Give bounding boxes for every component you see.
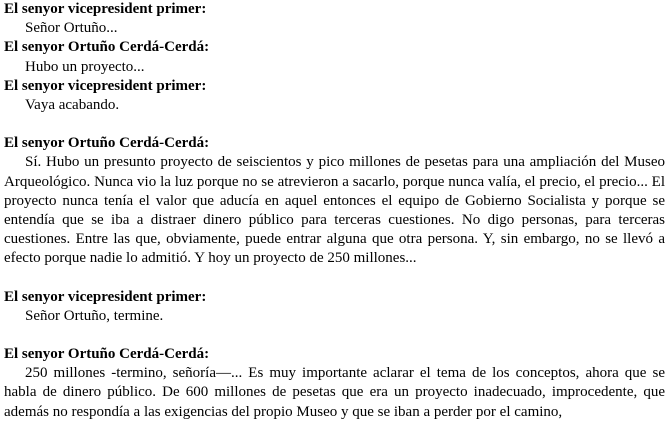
speaker-name: El senyor Ortuño Cerdá-Cerdá: — [4, 39, 210, 56]
speech-turn-2 — [4, 38, 665, 76]
speech-turn-5 — [4, 288, 665, 326]
speech-text: Señor Ortuño, termine. — [25, 307, 164, 324]
speech-text: Hubo un proyecto... — [25, 58, 145, 75]
transcript-document — [4, 0, 665, 422]
speech-turn-1 — [4, 0, 665, 38]
speaker-name: El senyor Ortuño Cerdá-Cerdá: — [4, 135, 210, 152]
speech-text: Sí. Hubo un presunto proyecto de seiscientos y pico millones de pesetas para una ampliación del Museo Arqueológico. Nunca vio la luz porque no se atrevieron a sacarlo, porque nunca valía, el precio, el precio... El proyecto nunca tenía el valor que aducía en aquel entonces el equipo de Gobierno Socialista y porque se entendía que se iba a distraer dinero público para terceras cuestiones. No digo personas, para terceras cuestiones. Entre las que, obviamente, puede entrar alguna que otra persona. Y, sin embargo, no se llevó a efecto porque nadie lo admitió. Y hoy un proyecto de 250 millones... — [4, 154, 665, 267]
speech-text: Vaya acabando. — [25, 97, 120, 114]
speaker-name: El senyor vicepresident primer: — [4, 77, 207, 94]
speaker-name: El senyor vicepresident primer: — [4, 1, 207, 17]
speech-text: 250 millones -termino, señoría—... Es muy importante aclarar el tema de los conceptos, ahora que se habla de dinero público. De 600 millones de pesetas que era un proyecto inadecuado, improcedente, que además no respondía a las exigencias del propio Museo y que se iban a perder por el camino, — [4, 365, 665, 420]
speech-turn-6 — [4, 345, 665, 422]
speaker-name: El senyor Ortuño Cerdá-Cerdá: — [4, 346, 210, 363]
speech-turn-4 — [4, 134, 665, 268]
speech-text: Señor Ortuño... — [25, 20, 118, 37]
speaker-name: El senyor vicepresident primer: — [4, 288, 207, 305]
speech-turn-3 — [4, 77, 665, 115]
